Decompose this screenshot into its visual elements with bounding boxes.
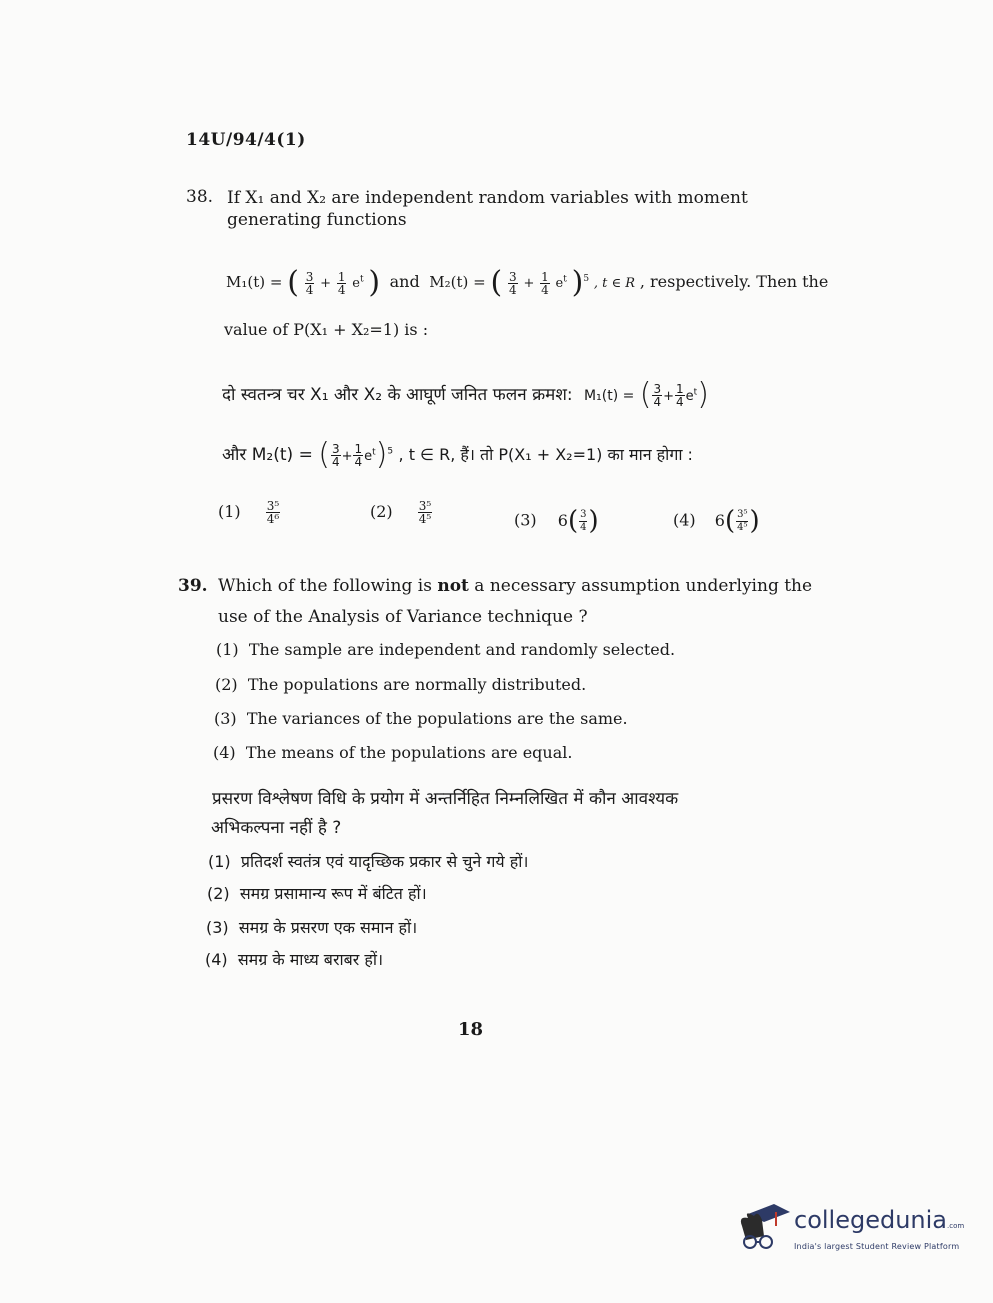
logo-tagline: India's largest Student Review Platform — [794, 1242, 960, 1251]
question-38-stem-line1: If X₁ and X₂ are independent random variables with moment — [227, 188, 748, 208]
question-38-hindi-line2: और M₂(t) = ( $\frac{3}{4}$ + $\frac{1}{4}$ $e^t)^5$ , t ∈ R, हैं। तो P(X₁ + X₂=1) का मान होगा : — [222, 437, 693, 472]
fraction-3-4: $\frac{3}{4}$ — [305, 269, 314, 297]
and-text: and — [389, 272, 420, 291]
q39-option-en-2[interactable]: (2) The populations are normally distributed. — [215, 675, 587, 694]
question-39-number: 39. — [178, 576, 208, 596]
q39-option-en-4[interactable]: (4) The means of the populations are equal. — [213, 743, 573, 762]
q39-option-hi-4[interactable]: (4) समग्र के माध्य बराबर हों। — [205, 950, 384, 969]
mgf-line: M₁(t) = ( $\frac{3}{4}$ + $\frac{1}{4}$ $e^t$ ) and M₂(t) = ( $\frac{3}{4}$ + $\frac{1}{4}$ $e^t$ )$^5$ , t ∈ R , respectively. Then the — [226, 265, 829, 300]
paren-open: ( — [287, 265, 299, 300]
question-39-stem-line1: Which of the following is not a necessary assumption underlying the — [218, 576, 813, 596]
mascot-icon — [734, 1196, 794, 1260]
question-38-hindi-line1: दो स्वतन्त्र चर X₁ और X₂ के आघूर्ण जनित फलन क्रमश: M₁(t) = ( $\frac{3}{4}$ + $\frac{1}{4}$ $e^t$) — [222, 377, 709, 412]
q38-option-4[interactable]: (4) 6( $\frac{\text{3⁵}}{\text{4⁵}}$ ) — [673, 506, 760, 536]
question-38-number: 38. — [186, 187, 214, 207]
exp-term: $e^t$ — [352, 274, 364, 291]
question-39-stem-line2: use of the Analysis of Variance technique ? — [218, 607, 588, 627]
m2-label: M₂(t) = — [429, 273, 486, 291]
q39-option-hi-1[interactable]: (1) प्रतिदर्श स्वतंत्र एवं यादृच्छिक प्रकार से चुने गये हों। — [208, 852, 529, 871]
q39-option-en-1[interactable]: (1) The sample are independent and randomly selected. — [216, 640, 676, 659]
fraction-1-4: $\frac{1}{4}$ — [337, 269, 346, 297]
q39-option-en-3[interactable]: (3) The variances of the populations are the same. — [214, 709, 628, 728]
power-5: 5 — [583, 274, 590, 284]
question-38-value-line: value of P(X₁ + X₂=1) is : — [224, 320, 429, 339]
respectively-text: , respectively. Then the — [639, 272, 829, 291]
domain-text: , t ∈ R — [593, 276, 636, 291]
q39-option-hi-2[interactable]: (2) समग्र प्रसामान्य रूप में बंटित हों। — [207, 884, 427, 903]
q38-option-2[interactable]: (2) $\frac{\text{3⁵}}{\text{4⁵}}$ — [370, 499, 432, 526]
question-39-hindi-line1: प्रसरण विश्लेषण विधि के प्रयोग में अन्तर्निहित निम्नलिखित में कौन आवश्यक — [212, 789, 679, 809]
q38-option-1[interactable]: (1) $\frac{\text{3⁵}}{\text{4⁶}}$ — [218, 499, 280, 526]
collegedunia-logo[interactable] — [734, 1196, 964, 1266]
q39-option-hi-3[interactable]: (3) समग्र के प्रसरण एक समान हों। — [206, 918, 418, 937]
page-number: 18 — [458, 1019, 484, 1040]
question-39-hindi-line2: अभिकल्पना नहीं है ? — [211, 818, 342, 838]
m1-label: M₁(t) = — [226, 273, 283, 291]
q38-option-3[interactable]: (3) 6( $\frac{3}{4}$ ) — [514, 506, 599, 536]
logo-brand-text: collegedunia.com — [794, 1206, 965, 1234]
paper-code: 14U/94/4(1) — [186, 130, 306, 150]
paren-close: ) — [368, 265, 381, 300]
question-38-stem-line2: generating functions — [227, 210, 407, 230]
